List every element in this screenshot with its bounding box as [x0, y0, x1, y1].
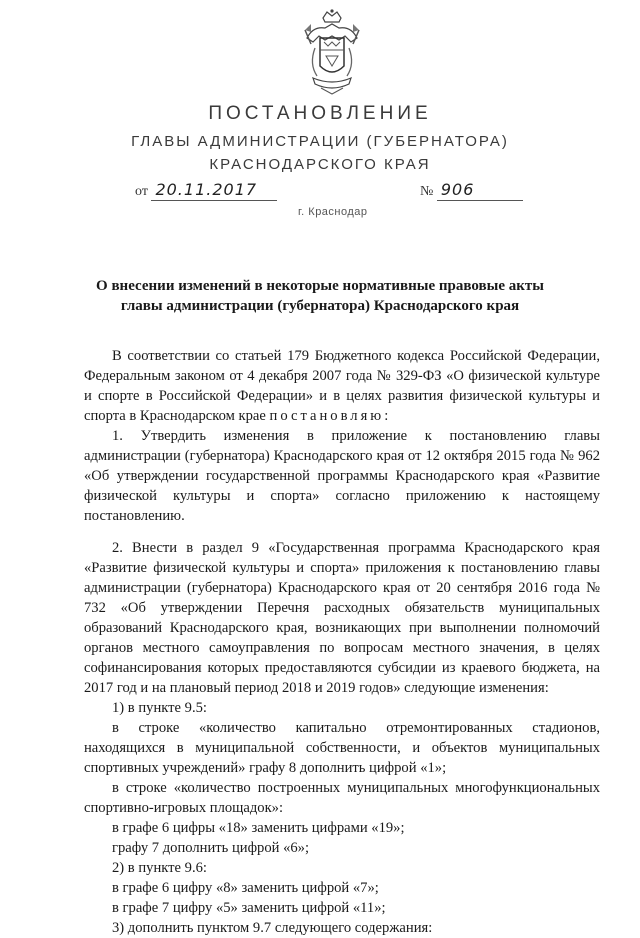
coat-of-arms-emblem	[301, 8, 363, 96]
title-line-1: О внесении изменений в некоторые нормативные правовые акты	[96, 278, 544, 294]
paragraph-item-1: 1. Утвердить изменения в приложение к постановлению главы администрации (губернатора) Краснодарского края от 12 октября 2015 года № 962 «Об утверждении государственной программы Краснодарского края «Развитие физической культуры и спорта» согласно приложению к настоящему постановлению.	[84, 428, 600, 524]
date-prefix: от	[135, 184, 148, 199]
paragraph-subitem-1: 1) в пункте 9.5:	[112, 700, 207, 716]
document-title	[60, 276, 580, 316]
preamble-text: В соответствии со статьей 179 Бюджетного кодекса Российской Федерации, Федеральным законом от 4 декабря 2007 года № 329-ФЗ «О физической культуре и спорте в Российской Федерации» и в целях развития физической культуры и спорта в Краснодарском крае	[84, 348, 600, 424]
paragraph-row-stadiums: в строке «количество капитально отремонтированных стадионов, находящихся в муниципальной собственности, и объектов муниципальных спортивных учреждений» графу 8 дополнить цифрой «1»;	[84, 720, 600, 776]
issuer-heading-line2: КРАСНОДАРСКОГО КРАЯ	[209, 156, 431, 173]
document-body	[84, 346, 600, 938]
resolve-word: постановляю:	[269, 408, 392, 424]
paragraph-preamble	[84, 346, 600, 426]
paragraph-item-2: 2. Внести в раздел 9 «Государственная программа Краснодарского края «Развитие физической культуры и спорта» приложения к постановлению главы администрации (губернатора) Краснодарского края от 20 сентября 2016 года № 732 «Об утверждении Перечня расходных обязательств муниципальных образований Краснодарского края, возникающих при выполнении полномочий органов местного самоуправления по вопросам местного значения, в целях софинансирования которых предоставляются субсидии из краевого бюджета, на 2017 год и на плановый период 2018 и 2019 годов» следующие изменения:	[84, 540, 600, 696]
date-field	[135, 180, 277, 201]
paragraph-column-7: графу 7 дополнить цифрой «6»;	[112, 840, 310, 856]
paragraph-column-6: в графе 6 цифры «18» заменить цифрами «19»;	[112, 820, 405, 836]
paragraph-subitem-3: 3) дополнить пунктом 9.7 следующего содержания:	[112, 920, 433, 936]
date-value: 20.11.2017	[155, 180, 258, 199]
issuer-heading-line1: ГЛАВЫ АДМИНИСТРАЦИИ (ГУБЕРНАТОРА)	[131, 133, 509, 150]
paragraph-row-playgrounds: в строке «количество построенных муниципальных многофункциональных спортивно-игровых площадок»:	[84, 780, 600, 816]
number-value: 906	[440, 180, 475, 199]
city-label: г. Краснодар	[298, 206, 368, 218]
number-prefix: №	[420, 184, 434, 199]
title-line-2: главы администрации (губернатора) Краснодарского края	[120, 298, 520, 314]
paragraph-subitem-2: 2) в пункте 9.6:	[112, 860, 207, 876]
paragraph-column-6b: в графе 6 цифру «8» заменить цифрой «7»;	[112, 880, 379, 896]
document-type-heading: ПОСТАНОВЛЕНИЕ	[208, 103, 432, 124]
number-field	[420, 180, 523, 201]
paragraph-column-7b: в графе 7 цифру «5» заменить цифрой «11»;	[112, 900, 386, 916]
